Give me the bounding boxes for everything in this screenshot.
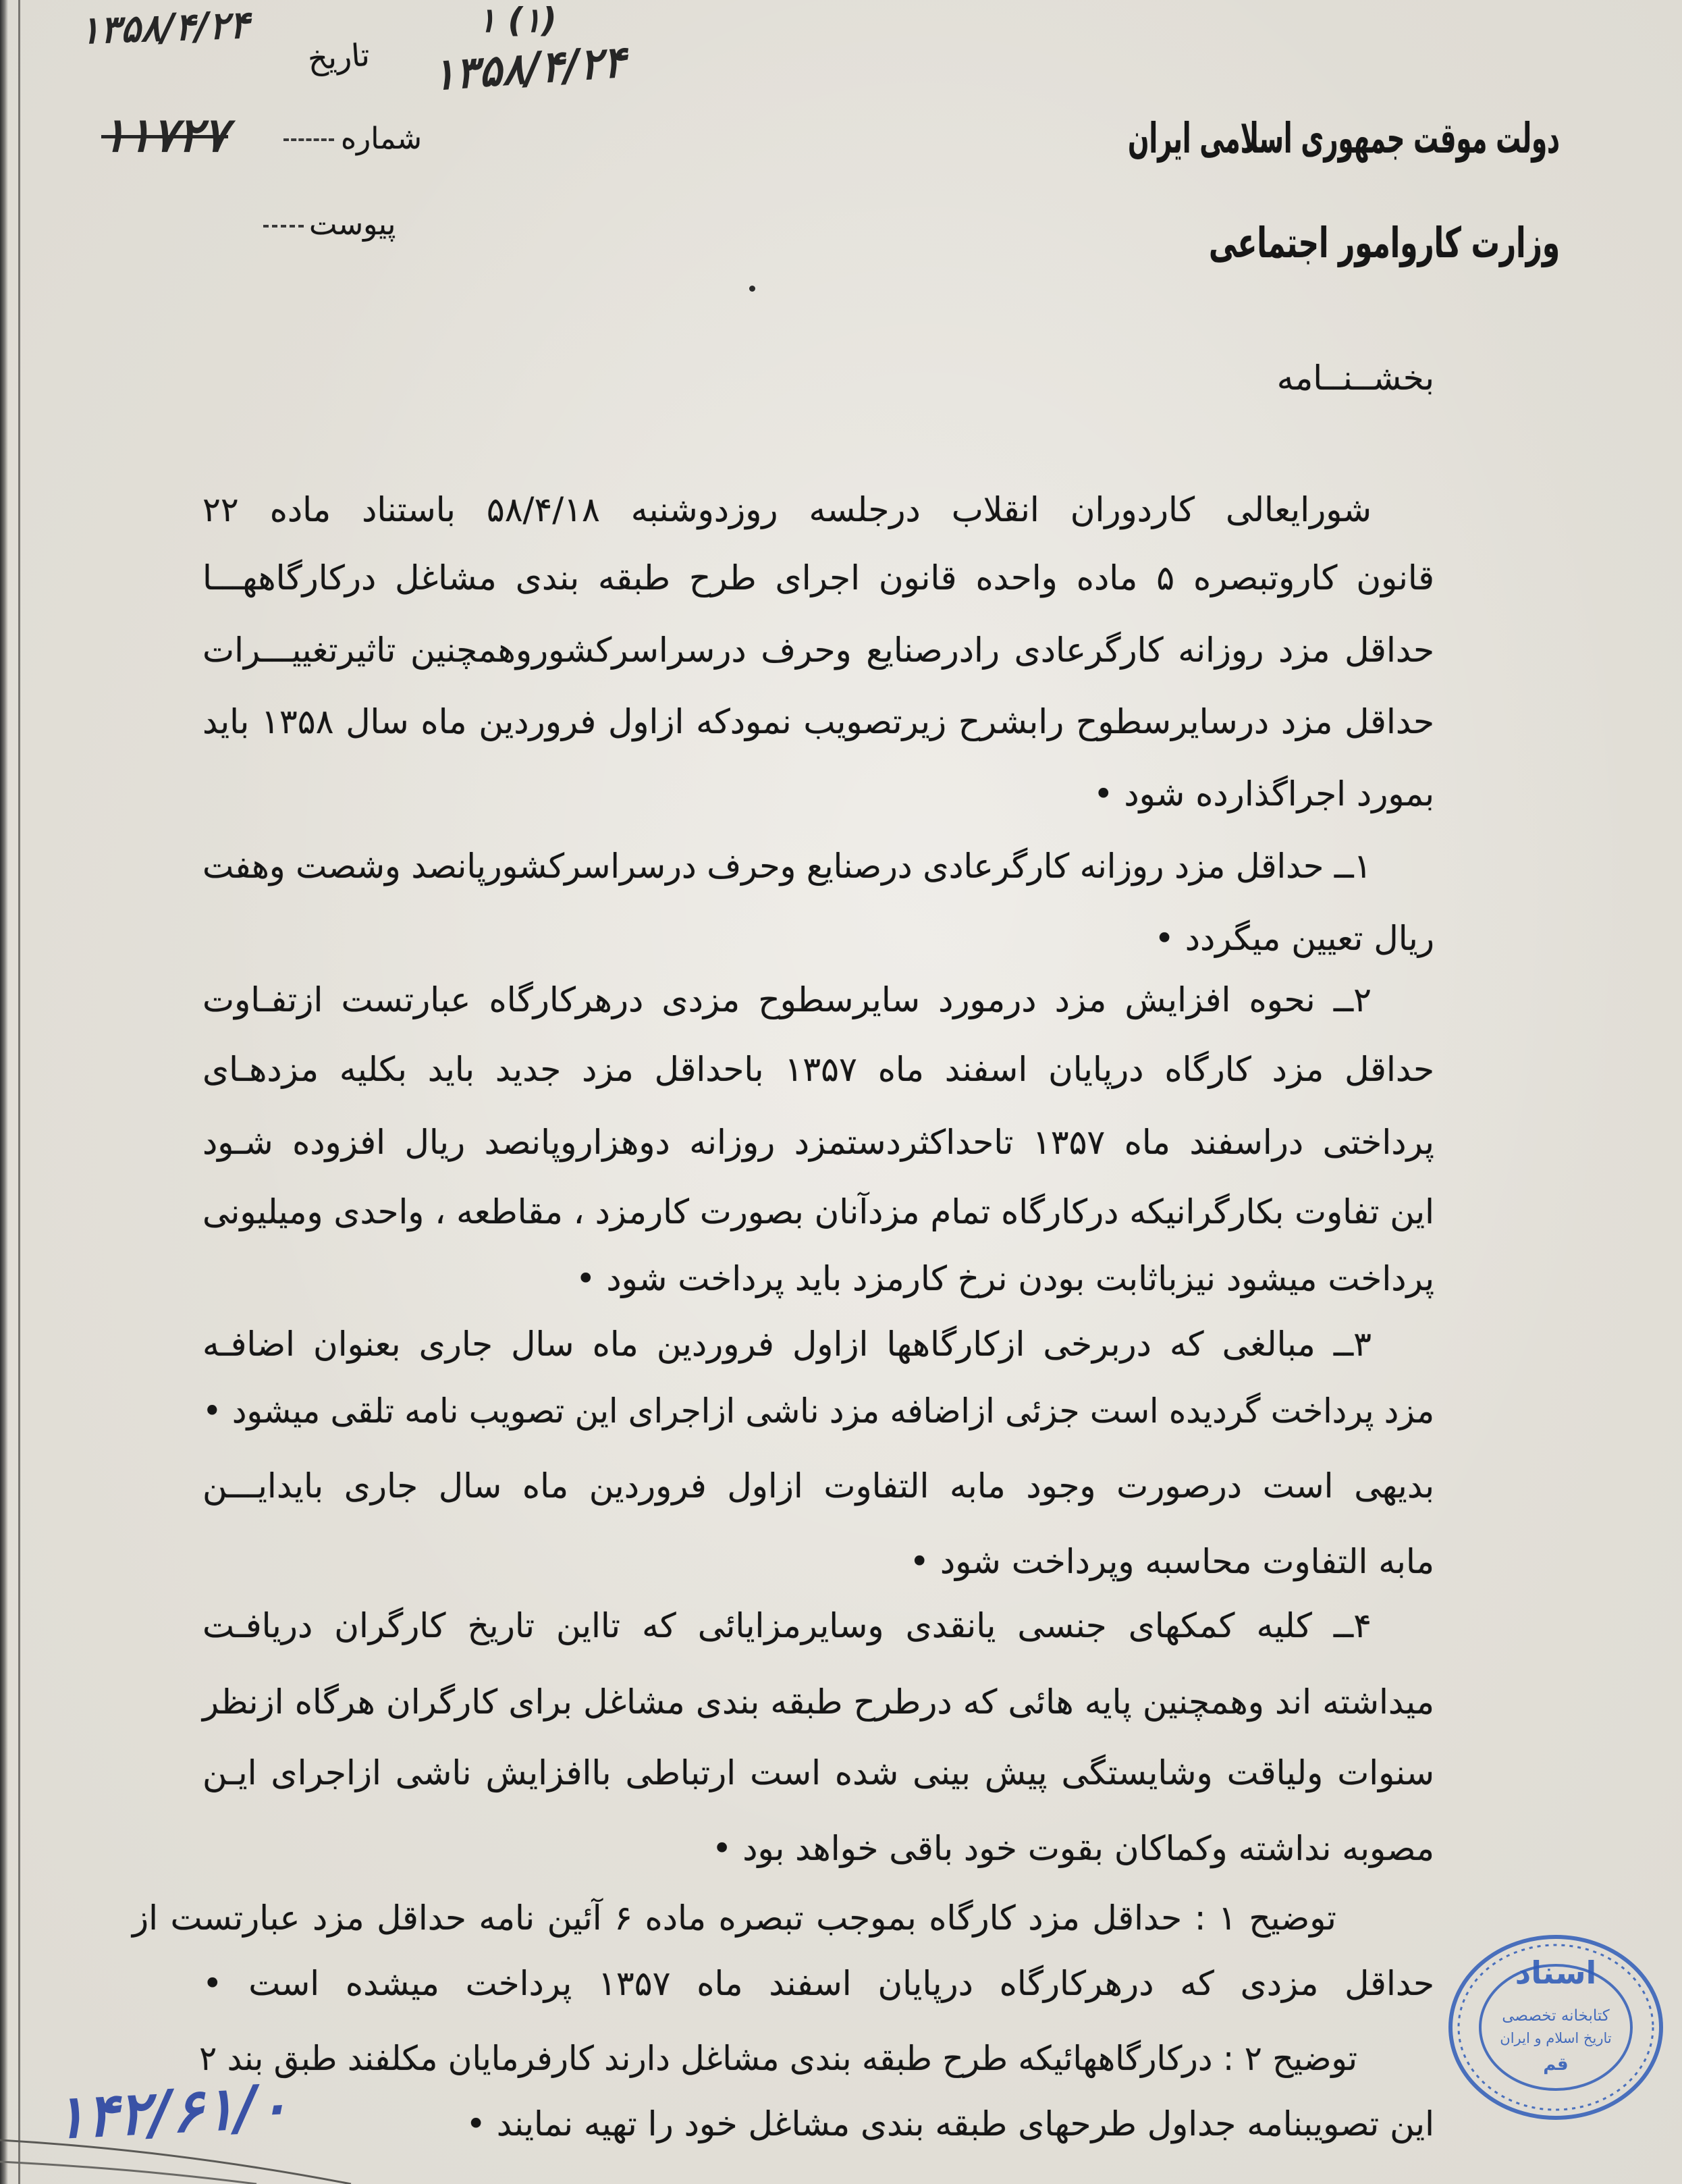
note-line: توضیح ۱ : حداقل مزد کارگاه بموجب تبصره ماده ۶ آئین نامه حداقل مزد عبارتست از [132,1898,1336,1938]
body-line: سنوات ولیاقت وشایستگی پیش بینی شده است ارتباطی باافزایش ناشی ازاجرای ایـن [202,1753,1434,1792]
body-line: مصوبه نداشته وکماکان بقوت خود باقی خواهد بود • [711,1829,1434,1868]
letter-number: ۱۱۷۲۷ [101,107,228,163]
page-border-line [18,0,20,2184]
body-line: ۱ــ حداقل مزد روزانه کارگرعادی درصنایع وحرف درسراسرکشورپانصد وشصت وهفت [202,847,1372,886]
note-line: توضیح ۲ : درکارگاههائیکه طرح طبقه بندی مشاغل دارند کارفرمایان مکلفند طبق بند ۲ [199,2039,1357,2078]
body-line: حداقل مزد روزانه کارگرعادی رادرصنایع وحرف درسراسرکشوروهمچنین تاثیرتغییـــرات [202,631,1434,670]
body-line: بمورد اجراگذارده شود • [1093,774,1434,814]
body-line: بدیهی است درصورت وجود مابه التفاوت ازاول فروردین ماه سال جاری بایدایـــن [202,1466,1434,1506]
attachment-label: پیوست [309,207,396,242]
document-title: بخشــنــامه [1276,358,1434,398]
page-marker: ۱ (۱) [478,1,557,40]
stamp-city: قم [1543,2054,1569,2075]
date-label: تاریخ [306,36,371,78]
scan-edge [0,0,8,2184]
body-line: ۲ــ نحوه افزایش مزد درمورد سایرسطوح مزدی درهرکارگاه عبارتست ازتفـاوت [202,980,1372,1019]
stamp-heading: اسناد [1515,1954,1597,1991]
note-line: حداقل مزدی که درهرکارگاه درپایان اسفند ماه ۱۳۵۷ پرداخت میشده است • [202,1964,1434,2003]
body-line: ۳ــ مبالغی که دربرخی ازکارگاهها ازاول فروردین ماه سال جاری بعنوان اضافـه [202,1325,1372,1364]
date-value: ۱۳۵۸/۴/۲۴ [78,3,250,53]
stamp-line-1: کتابخانه تخصصی [1502,2007,1610,2025]
body-line: شورایعالی کاردوران انقلاب درجلسه روزدوشنبه ۵۸/۴/۱۸ باستناد ماده ۲۲ [202,490,1372,529]
number-leader-line [283,138,334,141]
handwritten-date: ۱۳۵۸/۴/۲۴ [430,37,628,101]
number-label: شماره [341,122,423,156]
archive-stamp [1444,1929,1667,2125]
note-line: این تصویبنامه جداول طرحهای طبقه بندی مشاغل خود را تهیه نمایند • [466,2104,1434,2143]
stamp-line-2: تاریخ اسلام و ایران [1500,2030,1612,2046]
ink-dot [749,286,755,292]
archive-number: ۱۴۲/۶۱/۰ [52,2070,291,2153]
scan-curves [0,2113,405,2184]
body-line: پرداختی دراسفند ماه ۱۳۵۷ تاحداکثردستمزد روزانه دوهزاروپانصد ریال افزوده شـود [202,1123,1434,1162]
body-line: ۴ــ کلیه کمکهای جنسی یانقدی وسایرمزایائی که تااین تاریخ کارگران دریافـت [202,1606,1372,1645]
body-line: پرداخت میشود نیزباثابت بودن نرخ کارمزد باید پرداخت شود • [576,1259,1434,1298]
ministry-heading: وزارت کاروامور اجتماعی [1209,218,1560,267]
body-line: ریال تعیین میگردد • [1154,919,1434,958]
attachment-leader-line [263,225,304,228]
body-line: حداقل مزد کارگاه درپایان اسفند ماه ۱۳۵۷ باحداقل مزد جدید باید بکلیه مزدهـای [202,1050,1434,1089]
body-line: حداقل مزد درسایرسطوح رابشرح زیرتصویب نمودکه ازاول فروردین ماه سال ۱۳۵۸ باید [202,702,1434,741]
body-line: این تفاوت بکارگرانیکه درکارگاه تمام مزدآنان بصورت کارمزد ، مقاطعه ، واحدی ومیلیونی [202,1192,1434,1231]
body-line: مزد پرداخت گردیده است جزئی ازاضافه مزد ناشی ازاجرای این تصویب نامه تلقی میشود • [202,1391,1435,1431]
body-line: مابه التفاوت محاسبه وپرداخت شود • [909,1542,1434,1581]
government-heading: دولت موقت جمهوری اسلامی ایران [1127,113,1560,163]
body-line: میداشته اند وهمچنین پایه هائی که درطرح طبقه بندی مشاغل برای کارگران هرگاه ازنظر [202,1682,1434,1722]
body-line: قانون کاروتبصره ۵ ماده واحده قانون اجرای طرح طبقه بندی مشاغل درکارگاههـــا [202,558,1434,597]
